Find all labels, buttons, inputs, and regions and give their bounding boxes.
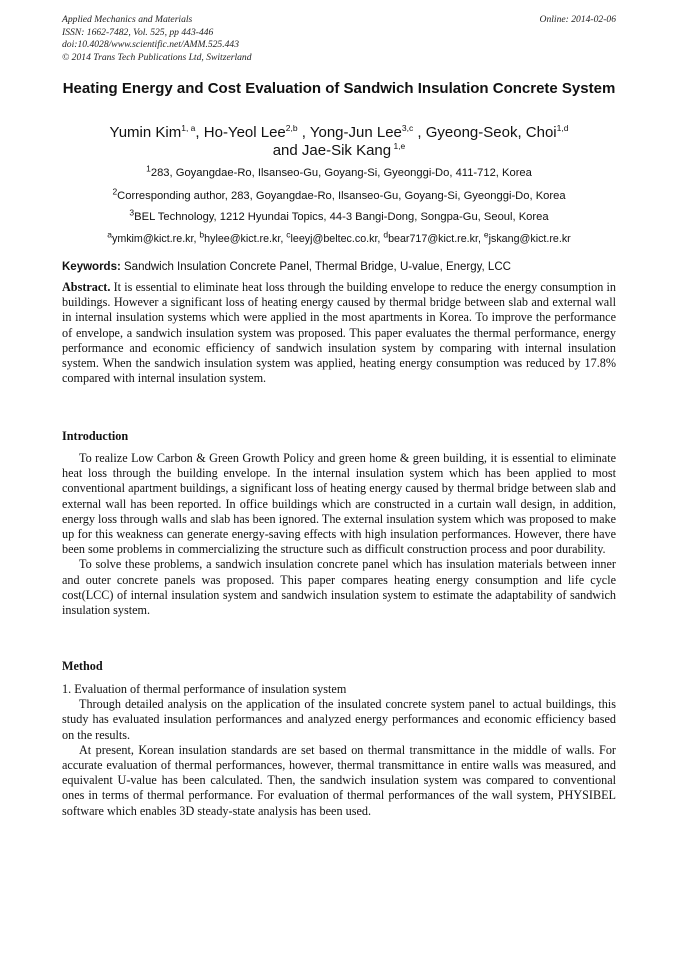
journal-header: [62, 14, 616, 64]
email-mark: d: [383, 229, 389, 240]
affiliation-mark: 3: [129, 207, 135, 218]
email-list: [62, 229, 616, 246]
author-separator: ,: [297, 124, 310, 141]
affiliation-text: Corresponding author, 283, Goyangdae-Ro, Ilsanseo-Gu, Goyang-Si, Gyeonggi-Do, Korea: [117, 190, 566, 202]
author-affiliation-mark: 1,e: [391, 141, 406, 151]
author-name: Jae-Sik Kang: [301, 142, 392, 159]
affiliation-1: [62, 163, 616, 180]
email-mark: a: [107, 229, 112, 240]
method-body: [62, 682, 616, 819]
abstract-label: Abstract.: [62, 280, 111, 294]
author-separator: ,: [413, 124, 426, 141]
introduction-paragraph: To realize Low Carbon & Green Growth Policy and green home & green building, it is essential to eliminate heat loss through the building envelope. In the internal insulation system which has been applied to most conventional apartment buildings, a significant loss of heating energy caused by thermal bridge between slab and external wall has been reported. In office buildings which are constructed in a curtain wall design, in addition, energy loss through walls and slab has been ignored. The external insulation system which was proposed to make up for this weakness can generate energy-saving effects with high insulation performances. However, there have been some problems in commercializing the structure such as difficult construction process and poor durability.: [62, 451, 616, 557]
method-paragraph: Through detailed analysis on the application of the insulated concrete system panel to actual buildings, this study has evaluated insulation performances and analyzed energy performances and economic efficiency based on the results.: [62, 697, 616, 742]
method-heading: Method: [62, 659, 103, 673]
method-subheading: 1. Evaluation of thermal performance of insulation system: [62, 682, 347, 696]
affiliation-mark: 1: [146, 163, 151, 174]
online-date: Online: 2014-02-06: [539, 14, 616, 25]
author-affiliation-mark: 2,b: [285, 123, 298, 133]
email-link[interactable]: bear717@kict.re.kr,: [388, 233, 484, 245]
copyright-line: © 2014 Trans Tech Publications Ltd, Switzerland: [62, 51, 252, 63]
email-link[interactable]: jskang@kict.re.kr: [488, 233, 571, 245]
author-list: [62, 124, 616, 160]
author-affiliation-mark: 1, a: [181, 123, 196, 133]
issn-line: ISSN: 1662-7482, Vol. 525, pp 443-446: [62, 26, 214, 38]
keywords-label: Keywords:: [62, 261, 121, 273]
paper-title: Heating Energy and Cost Evaluation of Sandwich Insulation Concrete System: [62, 80, 616, 97]
author-name: Ho-Yeol Lee: [203, 124, 286, 141]
author-name: Yong-Jun Lee: [309, 124, 402, 141]
author-name: Yumin Kim: [109, 124, 182, 141]
author-separator: ,: [195, 124, 204, 141]
doi-line[interactable]: doi:10.4028/www.scientific.net/AMM.525.443: [62, 39, 240, 50]
affiliation-text: BEL Technology, 1212 Hyundai Topics, 44-3 Bangi-Dong, Songpa-Gu, Seoul, Korea: [134, 211, 549, 223]
email-link[interactable]: hylee@kict.re.kr,: [204, 233, 287, 245]
affiliation-mark: 2: [112, 186, 118, 197]
abstract: [62, 280, 616, 386]
journal-name: Applied Mechanics and Materials: [62, 14, 193, 25]
affiliation-text: 283, Goyangdae-Ro, Ilsanseo-Gu, Goyang-Si, Gyeonggi-Do, 411-712, Korea: [150, 167, 532, 179]
email-mark: c: [286, 229, 291, 240]
abstract-text: It is essential to eliminate heat loss through the building envelope to reduce the energy consumption in buildings. However a significant loss of heating energy caused by thermal bridge between slab and external wall in internal insulation systems which were applied in the most apartments in Korea. To improve the performance of envelope, a sandwich insulation system was proposed. This paper evaluates the thermal performance, energy performance and economic efficiency of sandwich insulation system by comparing with internal insulation system. When the sandwich insulation system was applied, heating energy consumption was reduced by 17.8% compared with internal insulation system.: [62, 280, 617, 386]
affiliation-3: [62, 207, 616, 224]
author-name: Gyeong-Seok, Choi: [425, 124, 557, 141]
keywords-text: Sandwich Insulation Concrete Panel, Thermal Bridge, U-value, Energy, LCC: [124, 261, 511, 273]
email-mark: b: [199, 229, 205, 240]
email-link[interactable]: ymkim@kict.re.kr,: [111, 233, 200, 245]
affiliation-2: [62, 186, 616, 203]
author-separator: and: [272, 142, 302, 159]
email-mark: e: [483, 229, 489, 240]
keywords: [62, 260, 616, 274]
author-affiliation-mark: 3,c: [401, 123, 414, 133]
introduction-heading: Introduction: [62, 429, 129, 443]
method-paragraph: At present, Korean insulation standards are set based on thermal transmittance in the middle of walls. For accurate evaluation of thermal performances, however, thermal transmittance in entire walls was measured, and equivalent U-value has been calculated. Then, the sandwich insulation system was compared to conventional ones in terms of thermal performance. For evaluation of thermal performances of the wall system, PHYSIBEL software which enables 3D steady-state analysis has been used.: [62, 742, 616, 818]
email-link[interactable]: leeyj@beltec.co.kr,: [290, 233, 384, 245]
introduction-body: [62, 451, 616, 618]
author-affiliation-mark: 1,d: [556, 123, 569, 133]
introduction-paragraph: To solve these problems, a sandwich insulation concrete panel which has insulation materials between inner and outer concrete panels was proposed. This paper compares heating energy consumption and life cycle cost(LCC) of internal insulation system and sandwich insulation system to estimate the adaptability of sandwich insulation system.: [62, 557, 616, 618]
